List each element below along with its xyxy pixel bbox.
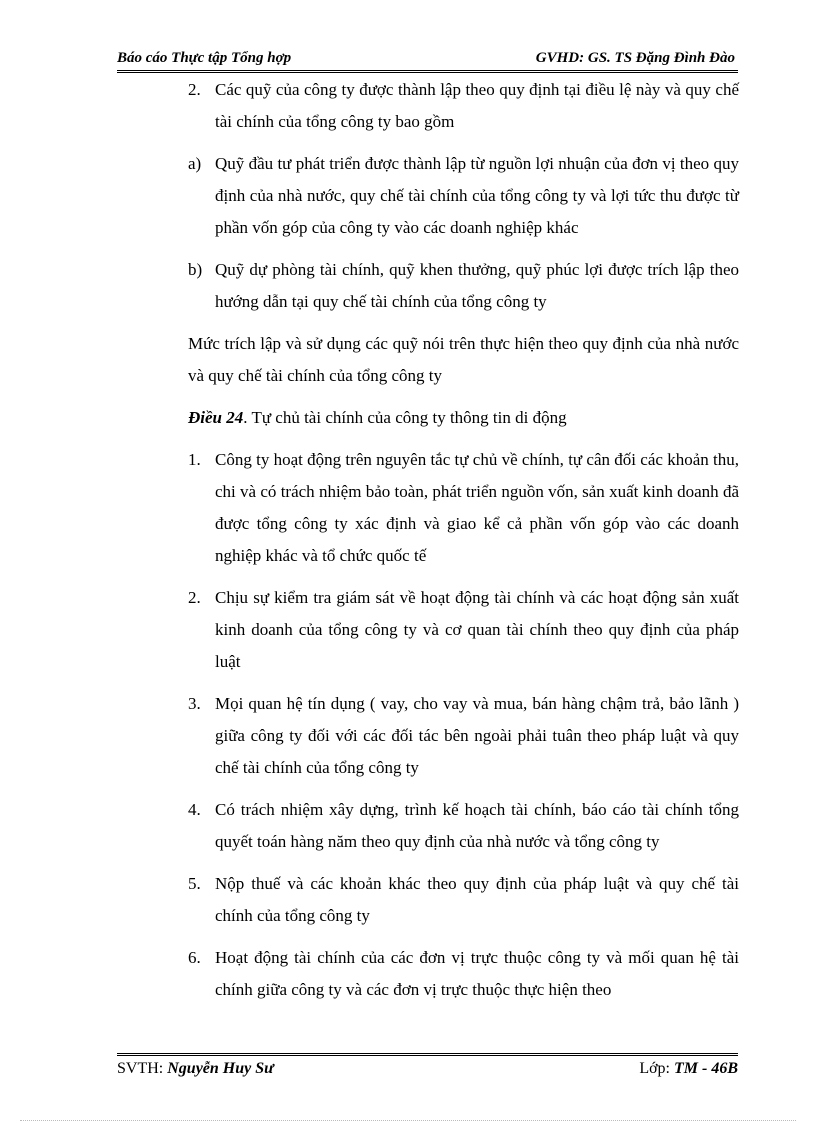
list-text: Các quỹ của công ty được thành lập theo quy định tại điều lệ này và quy chế tài chính của tổng công ty bao gồm [215, 80, 739, 131]
header-supervisor: GVHD: GS. TS Đặng Đình Đào [535, 50, 735, 66]
list-item [188, 444, 739, 572]
list-number: 2. [188, 588, 201, 607]
list-number: b) [188, 260, 203, 279]
article-title: . Tự chủ tài chính của công ty thông tin di động [243, 408, 567, 427]
list-text: Mọi quan hệ tín dụng ( vay, cho vay và mua, bán hàng chậm trả, bảo lãnh ) giữa công ty đối với các đối tác bên ngoài phải tuân theo pháp luật và quy chế tài chính của tổng công ty [215, 694, 739, 777]
list-item [188, 942, 739, 1006]
list-item [188, 688, 739, 784]
page-header [117, 44, 735, 70]
list-number: 6. [188, 948, 201, 967]
footer-rule [117, 1053, 738, 1056]
list-number: 1. [188, 450, 201, 469]
header-rule [117, 70, 738, 73]
list-text: Có trách nhiệm xây dựng, trình kế hoạch tài chính, báo cáo tài chính tổng quyết toán hàng năm theo quy định của nhà nước và tổng công ty [215, 800, 739, 851]
footer-student-label: SVTH: [117, 1060, 168, 1077]
list-number: 4. [188, 800, 201, 819]
footer-student [117, 1060, 274, 1078]
document-body [188, 74, 739, 1016]
page-edge-divider [20, 1120, 796, 1121]
list-item [188, 582, 739, 678]
list-number: a) [188, 154, 202, 173]
body-paragraph: Mức trích lập và sử dụng các quỹ nói trên thực hiện theo quy định của nhà nước và quy chế tài chính của tổng công ty [188, 334, 739, 385]
footer-student-name: Nguyễn Huy Sư [167, 1060, 274, 1077]
list-item [188, 868, 739, 932]
list-text: Hoạt động tài chính của các đơn vị trực thuộc công ty và mối quan hệ tài chính giữa công ty và các đơn vị trực thuộc thực hiện theo [215, 948, 739, 999]
list-text: Quỹ dự phòng tài chính, quỹ khen thưởng, quỹ phúc lợi được trích lập theo hướng dẫn tại quy chế tài chính của tổng công ty [215, 260, 739, 311]
list-number: 5. [188, 874, 201, 893]
list-item [188, 794, 739, 858]
footer-class-value: TM - 46B [674, 1060, 738, 1077]
footer-class-label: Lớp: [639, 1060, 674, 1077]
footer-class [639, 1060, 738, 1078]
list-number: 3. [188, 694, 201, 713]
list-text: Công ty hoạt động trên nguyên tắc tự chủ về chính, tự cân đối các khoản thu, chi và có trách nhiệm bảo toàn, phát triển nguồn vốn, sản xuất kinh doanh đã được tổng công ty xác định và giao kể cả phần vốn góp vào các doanh nghiệp khác và tổ chức quốc tế [215, 450, 739, 565]
list-item [188, 148, 739, 244]
list-text: Nộp thuế và các khoản khác theo quy định của pháp luật và quy chế tài chính của tổng công ty [215, 874, 739, 925]
list-text: Chịu sự kiểm tra giám sát về hoạt động tài chính và các hoạt động sản xuất kinh doanh của tổng công ty và cơ quan tài chính theo quy định của pháp luật [215, 588, 739, 671]
article-heading [188, 402, 739, 434]
page-footer [117, 1058, 738, 1082]
header-report-title: Báo cáo Thực tập Tổng hợp [117, 50, 292, 66]
list-item [188, 254, 739, 318]
list-text: Quỹ đầu tư phát triển được thành lập từ nguồn lợi nhuận của đơn vị theo quy định của nhà nước, quy chế tài chính của tổng công ty và lợi tức thu được từ phần vốn góp của công ty vào các doanh nghiệp khác [215, 154, 739, 237]
list-number: 2. [188, 80, 201, 99]
article-label: Điều 24 [188, 408, 244, 427]
list-item [188, 74, 739, 138]
